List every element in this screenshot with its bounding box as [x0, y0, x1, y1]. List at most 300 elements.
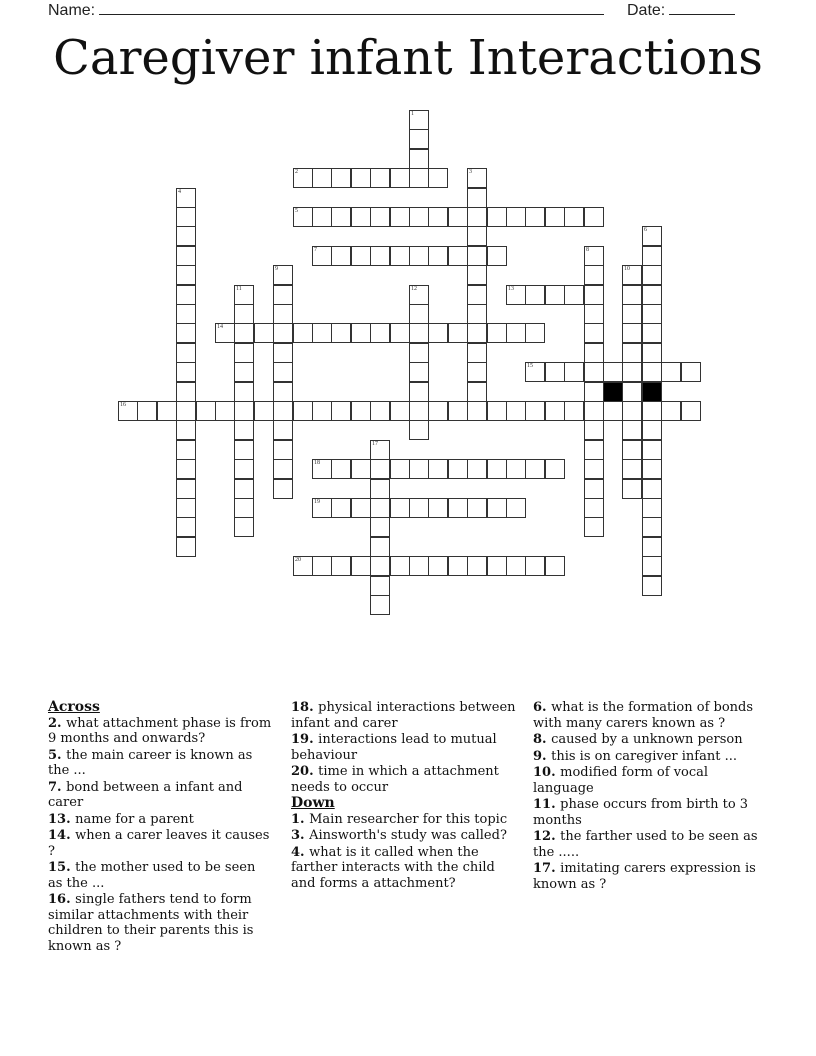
grid-cell[interactable] — [370, 556, 390, 576]
grid-cell[interactable] — [622, 382, 642, 402]
grid-cell[interactable] — [487, 498, 507, 518]
grid-cell[interactable] — [584, 343, 604, 363]
grid-cell[interactable] — [487, 401, 507, 421]
grid-cell[interactable] — [370, 517, 390, 537]
clue-item-text: Ainsworth's study was called? — [309, 828, 507, 843]
clue-item-text: when a carer leaves it causes ? — [48, 828, 270, 859]
grid-cell[interactable] — [603, 362, 623, 382]
grid-cell[interactable] — [467, 556, 487, 576]
grid-cell[interactable] — [525, 323, 545, 343]
grid-cell[interactable] — [390, 168, 410, 188]
grid-cell[interactable] — [351, 498, 371, 518]
grid-cell[interactable] — [622, 479, 642, 499]
grid-cell[interactable] — [331, 323, 351, 343]
clue-item-number: 5. — [48, 747, 67, 763]
grid-cell[interactable] — [584, 401, 604, 421]
clue-number: 4 — [178, 189, 181, 195]
grid-cell[interactable] — [370, 479, 390, 499]
clue-number: 20 — [295, 557, 301, 563]
grid-cell[interactable] — [545, 207, 565, 227]
grid-cell[interactable] — [273, 401, 293, 421]
clue-item-text: modified form of vocal language — [533, 765, 709, 796]
clue-item-text: this is on caregiver infant ... — [551, 748, 737, 764]
grid-cell[interactable] — [293, 323, 313, 343]
grid-cell[interactable] — [642, 226, 662, 246]
grid-cell[interactable] — [622, 440, 642, 460]
grid-cell[interactable] — [506, 498, 526, 518]
grid-cell[interactable] — [176, 459, 196, 479]
grid-cell[interactable] — [467, 226, 487, 246]
clue-item-text: what is it called when the farther interacts with the child and forms a attachment? — [291, 844, 495, 891]
grid-cell[interactable] — [584, 420, 604, 440]
grid-cell[interactable] — [234, 459, 254, 479]
clue-item-text: what is the formation of bonds with many carers known as ? — [533, 700, 754, 731]
grid-cell[interactable] — [273, 265, 293, 285]
grid-cell[interactable] — [622, 343, 642, 363]
grid-cell[interactable] — [331, 459, 351, 479]
grid-cell[interactable] — [525, 556, 545, 576]
clue-item — [533, 829, 768, 860]
grid-cell[interactable] — [351, 246, 371, 266]
clues-column-2 — [291, 700, 516, 892]
grid-cell[interactable] — [506, 285, 526, 305]
clue-item-text: Main researcher for this topic — [309, 811, 508, 827]
grid-cell[interactable] — [273, 459, 293, 479]
grid-cell[interactable] — [622, 265, 642, 285]
grid-cell[interactable] — [370, 323, 390, 343]
clue-number: 18 — [314, 460, 320, 466]
clue-item — [48, 860, 273, 891]
grid-cell[interactable] — [409, 246, 429, 266]
grid-cell[interactable] — [390, 498, 410, 518]
grid-cell[interactable] — [312, 323, 332, 343]
grid-cell[interactable] — [409, 459, 429, 479]
grid-cell[interactable] — [467, 382, 487, 402]
grid-cell[interactable] — [254, 323, 274, 343]
clue-number: 19 — [314, 499, 320, 505]
grid-cell[interactable] — [176, 226, 196, 246]
grid-cell[interactable] — [467, 304, 487, 324]
grid-cell[interactable] — [428, 498, 448, 518]
grid-cell[interactable] — [312, 246, 332, 266]
grid-cell[interactable] — [428, 401, 448, 421]
grid-cell[interactable] — [584, 498, 604, 518]
grid-cell[interactable] — [331, 207, 351, 227]
grid-cell[interactable] — [409, 362, 429, 382]
grid-cell[interactable] — [448, 246, 468, 266]
grid-cell[interactable] — [409, 382, 429, 402]
grid-cell[interactable] — [467, 401, 487, 421]
grid-cell[interactable] — [254, 401, 274, 421]
grid-cell[interactable] — [409, 323, 429, 343]
grid-cell[interactable] — [331, 556, 351, 576]
grid-cell[interactable] — [312, 401, 332, 421]
grid-cell[interactable] — [584, 479, 604, 499]
grid-cell[interactable] — [234, 420, 254, 440]
clue-item-number: 11. — [533, 797, 561, 812]
clue-item — [533, 700, 768, 731]
across-clue-list — [48, 716, 273, 955]
grid-cell[interactable] — [196, 401, 216, 421]
grid-cell[interactable] — [312, 556, 332, 576]
clues-column-1 — [48, 700, 273, 955]
grid-cell[interactable] — [642, 362, 662, 382]
grid-cell[interactable] — [564, 207, 584, 227]
grid-cell[interactable] — [409, 285, 429, 305]
grid-cell[interactable] — [370, 246, 390, 266]
clue-number: 16 — [120, 402, 126, 408]
grid-cell[interactable] — [467, 207, 487, 227]
grid-cell[interactable] — [176, 285, 196, 305]
grid-cell[interactable] — [506, 207, 526, 227]
grid-cell[interactable] — [622, 401, 642, 421]
clue-item-text: imitating carers expression is known as ? — [533, 861, 756, 892]
grid-cell[interactable] — [234, 343, 254, 363]
grid-cell[interactable] — [293, 556, 313, 576]
grid-cell[interactable] — [409, 343, 429, 363]
grid-cell[interactable] — [428, 323, 448, 343]
clue-item-number: 19. — [291, 732, 319, 747]
grid-cell[interactable] — [312, 459, 332, 479]
grid-cell[interactable] — [525, 459, 545, 479]
grid-block — [603, 382, 623, 402]
grid-cell[interactable] — [351, 168, 371, 188]
grid-cell[interactable] — [642, 479, 662, 499]
grid-cell[interactable] — [370, 576, 390, 596]
grid-cell[interactable] — [176, 382, 196, 402]
grid-cell[interactable] — [351, 401, 371, 421]
grid-cell[interactable] — [467, 285, 487, 305]
grid-cell[interactable] — [351, 556, 371, 576]
clue-item-number: 1. — [291, 811, 310, 827]
grid-cell[interactable] — [661, 362, 681, 382]
name-label: Name: — [48, 2, 96, 19]
down-clue-list — [291, 812, 516, 892]
grid-cell[interactable] — [467, 323, 487, 343]
clue-item-text: the mother used to be seen as the ... — [48, 860, 256, 891]
grid-cell[interactable] — [642, 304, 662, 324]
grid-cell[interactable] — [273, 362, 293, 382]
grid-cell[interactable] — [584, 304, 604, 324]
grid-cell[interactable] — [370, 168, 390, 188]
clue-item — [48, 748, 273, 779]
grid-cell[interactable] — [525, 285, 545, 305]
grid-cell[interactable] — [467, 498, 487, 518]
grid-block — [642, 382, 662, 402]
grid-cell[interactable] — [584, 382, 604, 402]
grid-cell[interactable] — [622, 362, 642, 382]
clue-item-text: caused by a unknown person — [551, 732, 743, 747]
grid-cell[interactable] — [642, 556, 662, 576]
date-label: Date: — [627, 2, 666, 19]
grid-cell[interactable] — [428, 556, 448, 576]
grid-cell[interactable] — [448, 498, 468, 518]
grid-cell[interactable] — [176, 537, 196, 557]
grid-cell[interactable] — [234, 323, 254, 343]
clue-item — [291, 732, 516, 763]
clue-number: 15 — [527, 363, 533, 369]
grid-cell[interactable] — [409, 498, 429, 518]
grid-cell[interactable] — [351, 207, 371, 227]
grid-cell[interactable] — [370, 595, 390, 615]
grid-cell[interactable] — [273, 304, 293, 324]
down-heading: Down — [291, 795, 335, 811]
grid-cell[interactable] — [409, 207, 429, 227]
grid-cell[interactable] — [176, 362, 196, 382]
grid-cell[interactable] — [448, 459, 468, 479]
grid-cell[interactable] — [331, 246, 351, 266]
grid-cell[interactable] — [545, 362, 565, 382]
grid-cell[interactable] — [642, 401, 662, 421]
clue-number: 11 — [236, 286, 242, 292]
grid-cell[interactable] — [642, 265, 662, 285]
grid-cell[interactable] — [642, 576, 662, 596]
grid-cell[interactable] — [622, 285, 642, 305]
grid-cell[interactable] — [176, 304, 196, 324]
grid-cell[interactable] — [234, 362, 254, 382]
grid-cell[interactable] — [234, 498, 254, 518]
grid-cell[interactable] — [370, 401, 390, 421]
grid-cell[interactable] — [409, 168, 429, 188]
clue-number: 13 — [508, 286, 514, 292]
clue-item — [291, 700, 516, 731]
grid-cell[interactable] — [312, 498, 332, 518]
grid-cell[interactable] — [428, 207, 448, 227]
clue-item — [533, 861, 768, 892]
grid-cell[interactable] — [409, 420, 429, 440]
grid-cell[interactable] — [409, 304, 429, 324]
grid-cell[interactable] — [273, 382, 293, 402]
clue-item — [48, 812, 273, 828]
grid-cell[interactable] — [545, 556, 565, 576]
grid-cell[interactable] — [409, 129, 429, 149]
grid-cell[interactable] — [370, 537, 390, 557]
grid-cell[interactable] — [273, 479, 293, 499]
grid-cell[interactable] — [506, 556, 526, 576]
clue-item — [291, 828, 516, 844]
grid-cell[interactable] — [584, 362, 604, 382]
grid-cell[interactable] — [428, 246, 448, 266]
grid-cell[interactable] — [487, 246, 507, 266]
grid-cell[interactable] — [661, 401, 681, 421]
grid-cell[interactable] — [234, 382, 254, 402]
grid-cell[interactable] — [176, 401, 196, 421]
grid-cell[interactable] — [642, 498, 662, 518]
grid-cell[interactable] — [293, 207, 313, 227]
grid-cell[interactable] — [584, 517, 604, 537]
grid-cell[interactable] — [564, 401, 584, 421]
clue-item-number: 17. — [533, 861, 561, 876]
grid-cell[interactable] — [584, 323, 604, 343]
grid-cell[interactable] — [176, 343, 196, 363]
grid-cell[interactable] — [525, 207, 545, 227]
grid-cell[interactable] — [409, 556, 429, 576]
grid-cell[interactable] — [409, 110, 429, 130]
grid-cell[interactable] — [234, 479, 254, 499]
grid-cell[interactable] — [467, 168, 487, 188]
grid-cell[interactable] — [448, 401, 468, 421]
grid-cell[interactable] — [273, 440, 293, 460]
grid-cell[interactable] — [176, 207, 196, 227]
clue-item — [291, 812, 516, 828]
grid-cell[interactable] — [487, 207, 507, 227]
grid-cell[interactable] — [506, 323, 526, 343]
clue-item-number: 20. — [291, 764, 319, 779]
grid-cell[interactable] — [390, 207, 410, 227]
clue-item-text: the farther used to be seen as the ..... — [533, 829, 758, 860]
grid-cell[interactable] — [273, 323, 293, 343]
clue-item — [48, 780, 273, 811]
grid-cell[interactable] — [564, 285, 584, 305]
grid-cell[interactable] — [467, 362, 487, 382]
grid-cell[interactable] — [584, 246, 604, 266]
clue-item-number: 10. — [533, 765, 561, 780]
grid-cell[interactable] — [234, 440, 254, 460]
clue-number: 10 — [624, 266, 630, 272]
grid-cell[interactable] — [467, 188, 487, 208]
grid-cell[interactable] — [293, 168, 313, 188]
grid-cell[interactable] — [331, 168, 351, 188]
grid-cell[interactable] — [331, 498, 351, 518]
grid-cell[interactable] — [370, 207, 390, 227]
grid-cell[interactable] — [487, 323, 507, 343]
grid-cell[interactable] — [390, 556, 410, 576]
grid-cell[interactable] — [467, 343, 487, 363]
clue-item — [533, 749, 768, 765]
grid-cell[interactable] — [525, 401, 545, 421]
grid-cell[interactable] — [390, 401, 410, 421]
grid-cell[interactable] — [428, 168, 448, 188]
grid-cell[interactable] — [176, 246, 196, 266]
grid-cell[interactable] — [487, 556, 507, 576]
grid-cell[interactable] — [467, 459, 487, 479]
grid-cell[interactable] — [642, 517, 662, 537]
grid-cell[interactable] — [642, 537, 662, 557]
clue-number: 8 — [586, 247, 589, 253]
grid-cell[interactable] — [622, 323, 642, 343]
clue-item — [48, 716, 273, 747]
grid-cell[interactable] — [176, 188, 196, 208]
clue-item-number: 9. — [533, 748, 552, 764]
grid-cell[interactable] — [642, 420, 662, 440]
grid-cell[interactable] — [506, 459, 526, 479]
grid-cell[interactable] — [622, 459, 642, 479]
grid-cell[interactable] — [584, 440, 604, 460]
grid-cell[interactable] — [584, 459, 604, 479]
grid-cell[interactable] — [176, 420, 196, 440]
grid-cell[interactable] — [351, 459, 371, 479]
grid-cell[interactable] — [622, 304, 642, 324]
grid-cell[interactable] — [545, 285, 565, 305]
clue-item-number: 16. — [48, 892, 76, 907]
grid-cell[interactable] — [176, 479, 196, 499]
grid-cell[interactable] — [370, 440, 390, 460]
grid-cell[interactable] — [428, 459, 448, 479]
clue-number: 6 — [644, 227, 647, 233]
grid-cell[interactable] — [293, 401, 313, 421]
grid-cell[interactable] — [312, 207, 332, 227]
grid-cell[interactable] — [370, 498, 390, 518]
grid-cell[interactable] — [564, 362, 584, 382]
clue-item-text: physical interactions between infant and carer — [291, 700, 516, 731]
grid-cell[interactable] — [448, 207, 468, 227]
grid-cell[interactable] — [409, 149, 429, 169]
grid-cell[interactable] — [448, 556, 468, 576]
clue-number: 1 — [411, 111, 414, 117]
across-heading: Across — [48, 699, 100, 715]
grid-cell[interactable] — [545, 459, 565, 479]
grid-cell[interactable] — [390, 323, 410, 343]
grid-cell[interactable] — [234, 401, 254, 421]
grid-cell[interactable] — [584, 207, 604, 227]
grid-cell[interactable] — [234, 517, 254, 537]
grid-cell[interactable] — [525, 362, 545, 382]
clue-item-number: 13. — [48, 811, 76, 827]
grid-cell[interactable] — [273, 420, 293, 440]
clue-number: 17 — [372, 441, 378, 447]
grid-cell[interactable] — [370, 459, 390, 479]
grid-cell[interactable] — [642, 246, 662, 266]
grid-cell[interactable] — [467, 265, 487, 285]
grid-cell[interactable] — [331, 401, 351, 421]
clue-item-number: 15. — [48, 860, 76, 875]
grid-cell[interactable] — [176, 323, 196, 343]
grid-cell[interactable] — [681, 362, 701, 382]
grid-cell[interactable] — [681, 401, 701, 421]
grid-cell[interactable] — [273, 343, 293, 363]
grid-cell[interactable] — [545, 401, 565, 421]
grid-cell[interactable] — [234, 304, 254, 324]
grid-cell[interactable] — [622, 420, 642, 440]
grid-cell[interactable] — [157, 401, 177, 421]
clue-item-number: 2. — [48, 715, 67, 731]
grid-cell[interactable] — [409, 401, 429, 421]
grid-cell[interactable] — [312, 168, 332, 188]
clue-item-text: phase occurs from birth to 3 months — [533, 797, 749, 828]
grid-cell[interactable] — [448, 323, 468, 343]
grid-cell[interactable] — [234, 285, 254, 305]
grid-cell[interactable] — [176, 265, 196, 285]
clue-item-number: 4. — [291, 844, 310, 860]
grid-cell[interactable] — [584, 265, 604, 285]
grid-cell[interactable] — [118, 401, 138, 421]
grid-cell[interactable] — [351, 323, 371, 343]
clue-item-text: name for a parent — [75, 811, 194, 827]
clue-item-text: bond between a infant and carer — [48, 779, 243, 810]
grid-cell[interactable] — [176, 440, 196, 460]
grid-cell[interactable] — [584, 285, 604, 305]
grid-cell[interactable] — [273, 285, 293, 305]
grid-cell[interactable] — [137, 401, 157, 421]
grid-cell[interactable] — [176, 498, 196, 518]
clue-item-number: 6. — [533, 700, 552, 715]
grid-cell[interactable] — [642, 440, 662, 460]
grid-cell[interactable] — [467, 246, 487, 266]
clue-number: 3 — [469, 169, 472, 175]
grid-cell[interactable] — [390, 246, 410, 266]
grid-cell[interactable] — [603, 401, 623, 421]
grid-cell[interactable] — [176, 517, 196, 537]
grid-cell[interactable] — [215, 323, 235, 343]
grid-cell[interactable] — [642, 459, 662, 479]
grid-cell[interactable] — [642, 285, 662, 305]
grid-cell[interactable] — [215, 401, 235, 421]
grid-cell[interactable] — [642, 323, 662, 343]
grid-cell[interactable] — [642, 343, 662, 363]
grid-cell[interactable] — [487, 459, 507, 479]
grid-cell[interactable] — [506, 401, 526, 421]
grid-cell[interactable] — [390, 459, 410, 479]
